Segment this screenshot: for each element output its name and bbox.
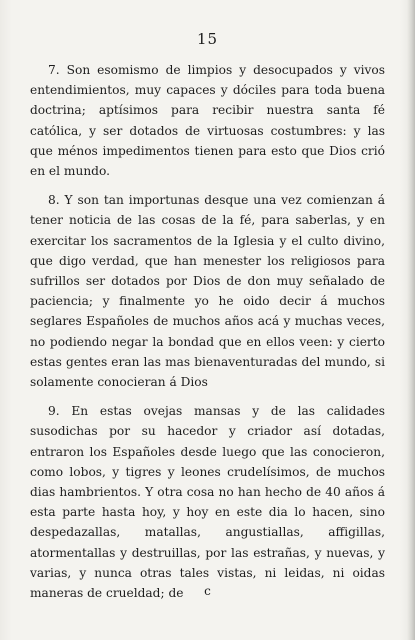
page-number: 15 [196,30,219,48]
signature-mark: c [204,584,211,598]
paragraph-7: 7. Son esomismo de limpios y desocupados y vivos entendimientos, muy capaces y dóciles para toda buena doctrina; aptísimos para recibir nuestra santa fé católica, y ser dotados de virtuosas costumbres: y las que ménos impedimentos tienen para esto que Dios crió en el mundo. [30,63,385,179]
paragraph-8: 8. Y son tan importunas desque una vez comienzan á tener noticia de las cosas de la fé, para saberlas, y en exercitar los sacramentos de la Iglesia y el culto divino, que digo verdad, que han menester los religiosos para sufrillos ser dotados por Dios de don muy señalado de paciencia; y finalmente yo he oido decir á muchos seglares Españoles de muchos años acá y muchas veces, no podiendo negar la bondad que en ellos veen: y cierto estas gentes eran las mas bienaventuradas del mundo, si solamente conocieran á Dios [30,193,385,390]
body-text [30,60,385,612]
page-edge-shadow [407,0,415,640]
paragraph-9: 9. En estas ovejas mansas y de las calidades susodichas por su hacedor y criador así dotadas, entraron los Españoles desde luego que las conocieron, como lobos, y tigres y leones crudelísimos, de muchos dias hambrientos. Y otra cosa no han hecho de 40 años á esta parte hasta hoy, y hoy en este dia lo hacen, sino despedazallas, matallas, angustiallas, affigillas, atormentallas y destruillas, por las estrañas, y nuevas, y varias, y nunca otras tales vistas, ni leidas, ni oidas maneras de crueldad; de [30,404,385,601]
